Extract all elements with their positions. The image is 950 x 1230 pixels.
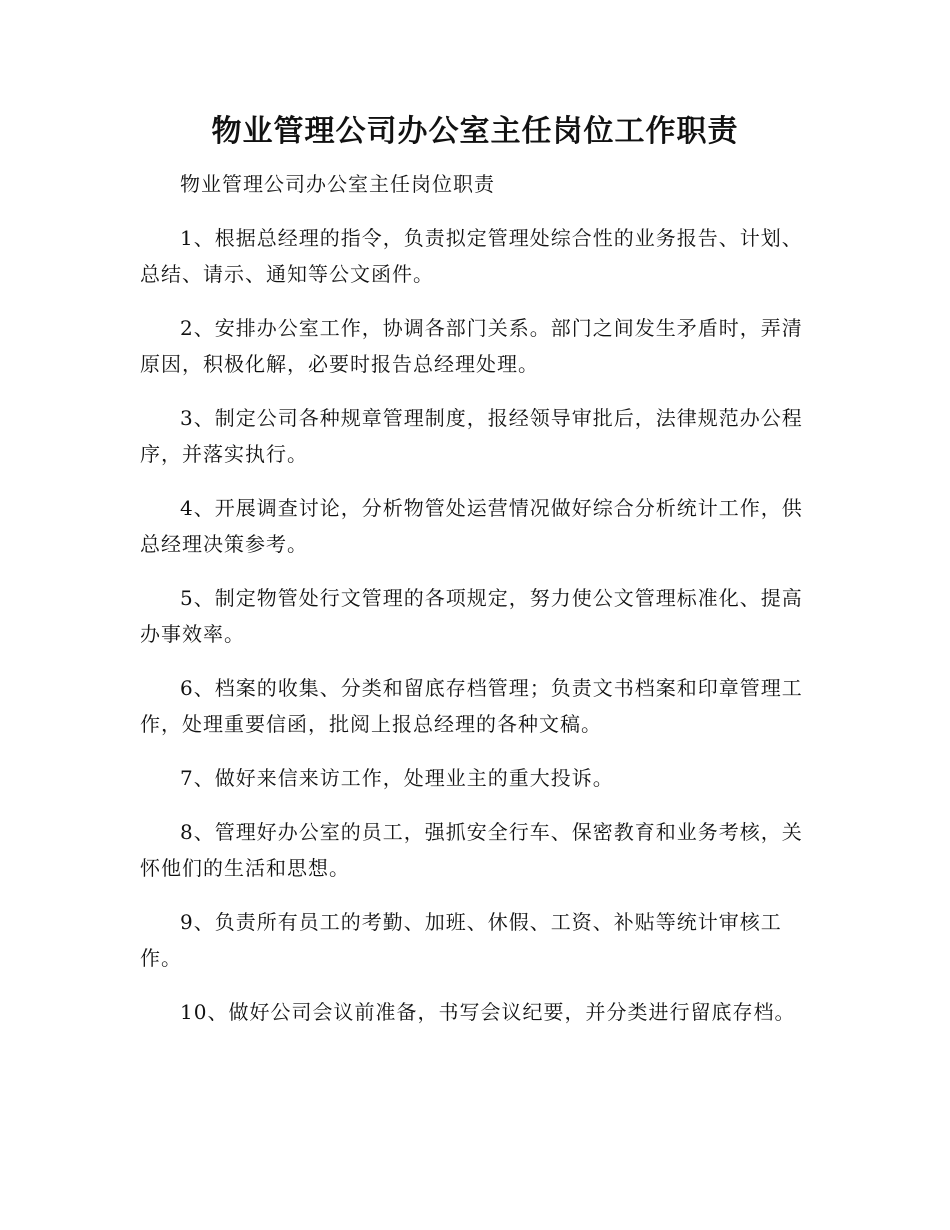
duty-paragraph-6: 6、档案的收集、分类和留底存档管理；负责文书档案和印章管理工作，处理重要信函，批阅上报总经理的各种文稿。 <box>140 676 803 736</box>
duty-paragraph-5: 5、制定物管处行文管理的各项规定，努力使公文管理标准化、提高办事效率。 <box>140 586 803 646</box>
duty-paragraph-10: 10、做好公司会议前准备，书写会议纪要，并分类进行留底存档。 <box>180 1000 796 1024</box>
document-body <box>140 166 810 1048</box>
document-title: 物业管理公司办公室主任岗位工作职责 <box>211 114 739 149</box>
duty-paragraph-7: 7、做好来信来访工作，处理业主的重大投诉。 <box>180 766 614 790</box>
duty-paragraph-9: 9、负责所有员工的考勤、加班、休假、工资、补贴等统计审核工作。 <box>140 910 782 970</box>
duty-paragraph-4: 4、开展调查讨论，分析物管处运营情况做好综合分析统计工作，供总经理决策参考。 <box>140 496 803 556</box>
duty-paragraph-3: 3、制定公司各种规章管理制度，报经领导审批后，法律规范办公程序，并落实执行。 <box>140 406 803 466</box>
document-subtitle: 物业管理公司办公室主任岗位职责 <box>180 172 495 196</box>
duty-paragraph-8: 8、管理好办公室的员工，强抓安全行车、保密教育和业务考核，关怀他们的生活和思想。 <box>140 820 803 880</box>
duty-paragraph-2: 2、安排办公室工作，协调各部门关系。部门之间发生矛盾时，弄清原因，积极化解，必要时报告总经理处理。 <box>140 316 803 376</box>
duty-paragraph-1: 1、根据总经理的指令，负责拟定管理处综合性的业务报告、计划、总结、请示、通知等公文函件。 <box>140 226 803 286</box>
